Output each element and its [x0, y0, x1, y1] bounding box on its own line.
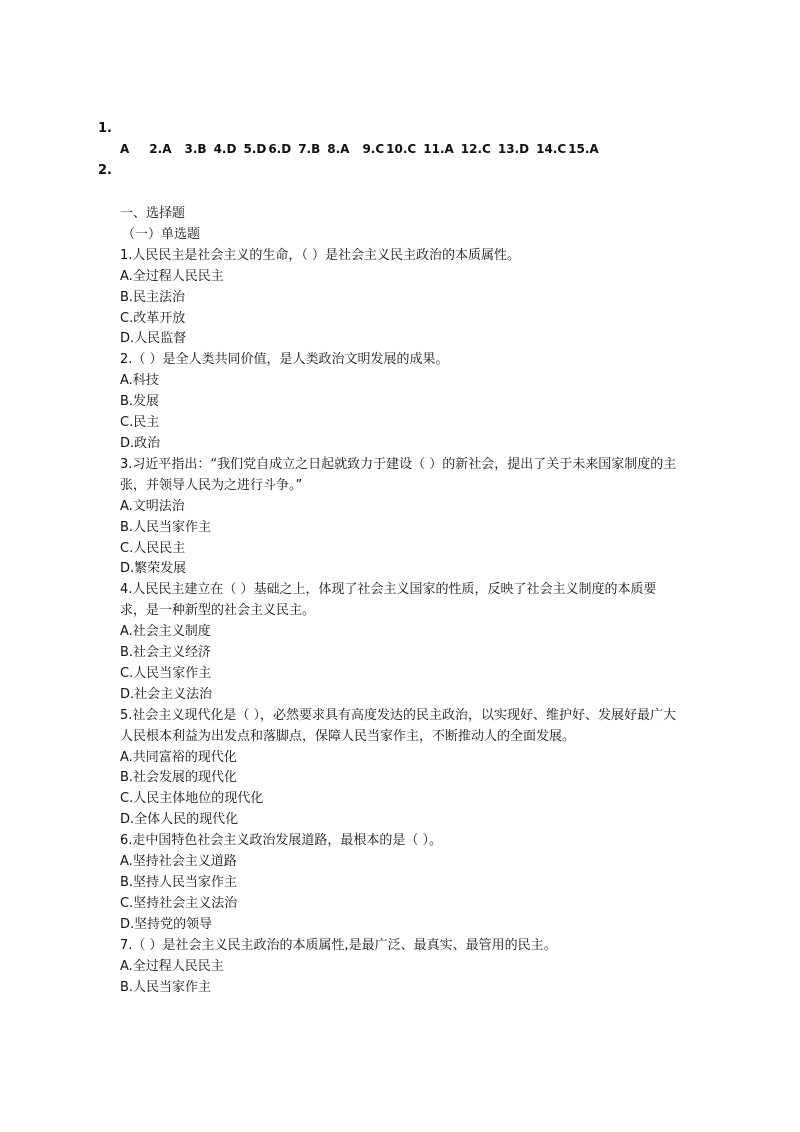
answer-item: 6.D — [268, 142, 292, 156]
question-option: B.社会发展的现代化 — [120, 770, 238, 786]
question-option: D.全体人民的现代化 — [120, 812, 239, 828]
question-option: A.全过程人民民主 — [120, 268, 224, 284]
question-3 — [120, 455, 680, 580]
question-option: B.发展 — [120, 394, 160, 410]
question-option: A.科技 — [120, 373, 159, 389]
question-option: A.共同富裕的现代化 — [120, 749, 237, 765]
answer-item: 3.B — [184, 142, 207, 156]
question-4 — [120, 580, 680, 705]
question-option: A.社会主义制度 — [120, 624, 211, 640]
question-stem: 1.人民民主是社会主义的生命，（ ）是社会主义民主政治的本质属性。 — [120, 247, 521, 263]
answer-item: 11.A — [423, 142, 454, 156]
question-1 — [120, 246, 680, 351]
question-option: A.全过程人民民主 — [120, 958, 224, 974]
question-option: B.人民当家作主 — [120, 979, 212, 995]
question-option: A.坚持社会主义道路 — [120, 854, 237, 870]
question-option: D.人民监督 — [120, 331, 187, 347]
answer-item: 7.B — [298, 142, 321, 156]
answer-item: 4.D — [213, 142, 237, 156]
answer-item: 5.D — [243, 142, 267, 156]
question-option: B.民主法治 — [120, 289, 186, 305]
answer-item: 15.A — [568, 142, 599, 156]
question-option: B.人民当家作主 — [120, 519, 212, 535]
question-stem: 3.习近平指出：“我们党自成立之日起就致力于建设（ ）的新社会，提出了关于未来国家制度的主张，并领导人民为之进行斗争。” — [120, 456, 677, 493]
answer-key — [120, 141, 606, 157]
answer-item: 14.C — [536, 142, 567, 156]
answer-item: 12.C — [460, 142, 491, 156]
question-stem: 4.人民民主建立在（ ）基础之上，体现了社会主义国家的性质，反映了社会主义制度的本质要求，是一种新型的社会主义民主。 — [120, 582, 657, 619]
answer-item: 10.C — [386, 142, 417, 156]
question-option: D.社会主义法治 — [120, 686, 213, 702]
question-option: D.政治 — [120, 435, 161, 451]
question-option: D.坚持党的领导 — [120, 916, 213, 932]
answer-item: 2.A — [149, 142, 172, 156]
question-stem: 5.社会主义现代化是（ ），必然要求具有高度发达的民主政治，以实现好、维护好、发展好最广大人民根本利益为出发点和落脚点，保障人民当家作主，不断推动人的全面发展。 — [120, 707, 677, 744]
question-option: C.人民主体地位的现代化 — [120, 791, 264, 807]
answer-item: 8.A — [327, 142, 350, 156]
question-7 — [120, 936, 680, 999]
question-stem: 6.走中国特色社会主义政治发展道路，最根本的是（ ）。 — [120, 833, 443, 849]
question-option: B.社会主义经济 — [120, 645, 212, 661]
section-title: 一、选择题 — [120, 206, 186, 221]
question-option: C.人民民主 — [120, 540, 186, 556]
question-option: C.坚持社会主义法治 — [120, 895, 238, 911]
list-number-1: 1. — [98, 121, 112, 136]
answer-item: A — [120, 142, 130, 156]
question-stem: 7.（ ）是社会主义民主政治的本质属性,是最广泛、最真实、最管用的民主。 — [120, 937, 557, 953]
question-option: A.文明法治 — [120, 498, 185, 514]
question-option: C.改革开放 — [120, 310, 186, 326]
question-option: C.人民当家作主 — [120, 665, 212, 681]
list-number-2: 2. — [98, 163, 112, 178]
question-2 — [120, 350, 680, 455]
question-stem: 2.（ ）是全人类共同价值，是人类政治文明发展的成果。 — [120, 352, 449, 368]
answer-item: 9.C — [362, 142, 385, 156]
question-option: D.繁荣发展 — [120, 561, 187, 577]
answer-item: 13.D — [497, 142, 530, 156]
question-option: B.坚持人民当家作主 — [120, 875, 238, 890]
question-6 — [120, 831, 680, 936]
question-section — [120, 204, 680, 998]
subsection-title: （一）单选题 — [122, 226, 201, 242]
question-option: C.民主 — [120, 415, 160, 431]
question-5 — [120, 706, 680, 831]
